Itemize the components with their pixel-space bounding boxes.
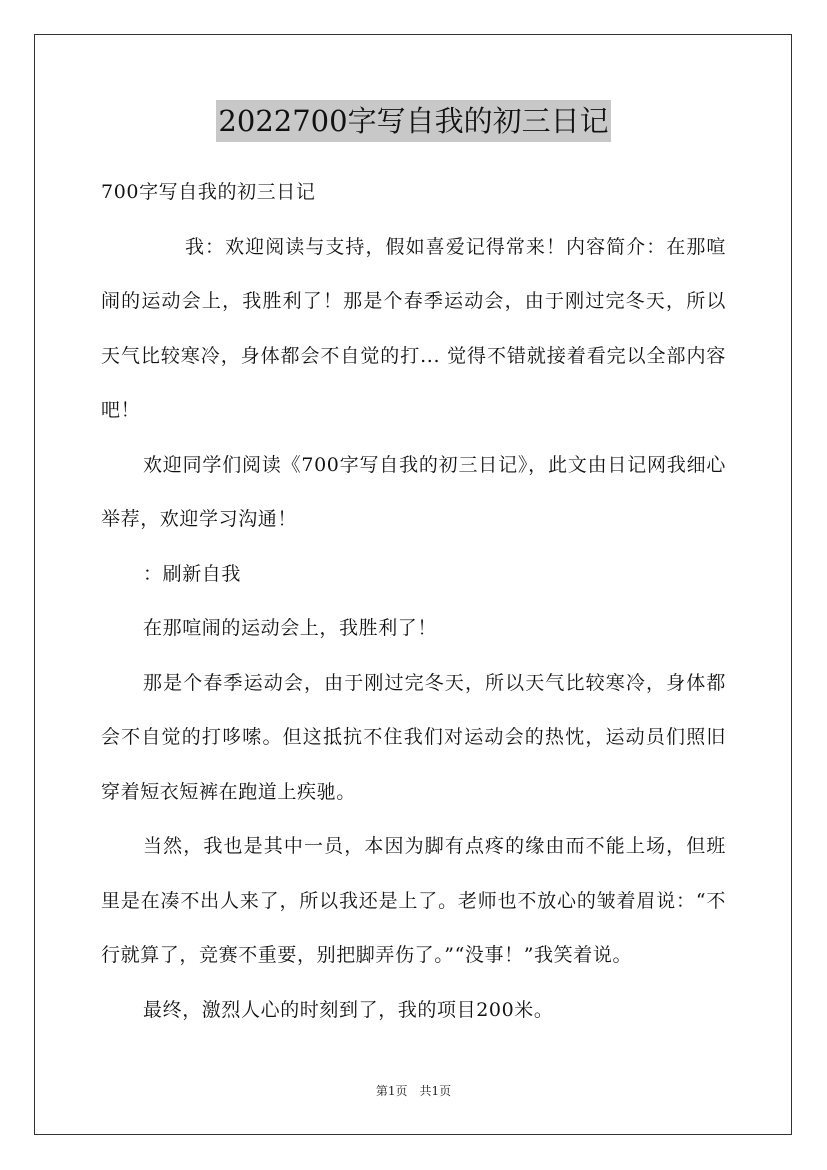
paragraph-welcome: 欢迎同学们阅读《700字写自我的初三日记》，此文由日记网我细心举荐，欢迎学习沟通！ bbox=[101, 453, 726, 530]
paragraph-spring-meet: 那是个春季运动会，由于刚过完冬天，所以天气比较寒冷，身体都会不自觉的打哆嗦。但这抵抗不住我们对运动会的热忱，运动员们照旧穿着短衣短裤在跑道上疾驰。 bbox=[101, 671, 726, 803]
paragraph-intro: 我：欢迎阅读与支持，假如喜爱记得常来！内容简介：在那喧闹的运动会上，我胜利了！那是个春季运动会，由于刚过完冬天，所以天气比较寒冷，身体都会不自觉的打... 觉得不错就接着看完以全部内容吧！ bbox=[101, 235, 726, 421]
page-number-current: 第1页 bbox=[375, 1084, 408, 1098]
page-title: 2022700字写自我的初三日记 bbox=[216, 100, 610, 142]
paragraph-participation: 当然，我也是其中一员，本因为脚有点疼的缘由而不能上场，但班里是在凑不出人来了，所以我还是上了。老师也不放心的皱着眉说：“不行就算了，竞赛不重要，别把脚弄伤了。”“没事！”我笑着说。 bbox=[101, 835, 726, 966]
page-footer bbox=[0, 1083, 827, 1099]
document-body bbox=[101, 165, 726, 1037]
subtitle: 700字写自我的初三日记 bbox=[101, 181, 316, 203]
page-number-total: 共1页 bbox=[419, 1084, 452, 1098]
title-container bbox=[0, 100, 827, 142]
paragraph-final: 最终，激烈人心的时刻到了，我的项目200米。 bbox=[143, 998, 554, 1021]
paragraph-heading: ：刷新自我 bbox=[143, 562, 242, 585]
paragraph-victory: 在那喧闹的运动会上，我胜利了！ bbox=[143, 617, 438, 639]
